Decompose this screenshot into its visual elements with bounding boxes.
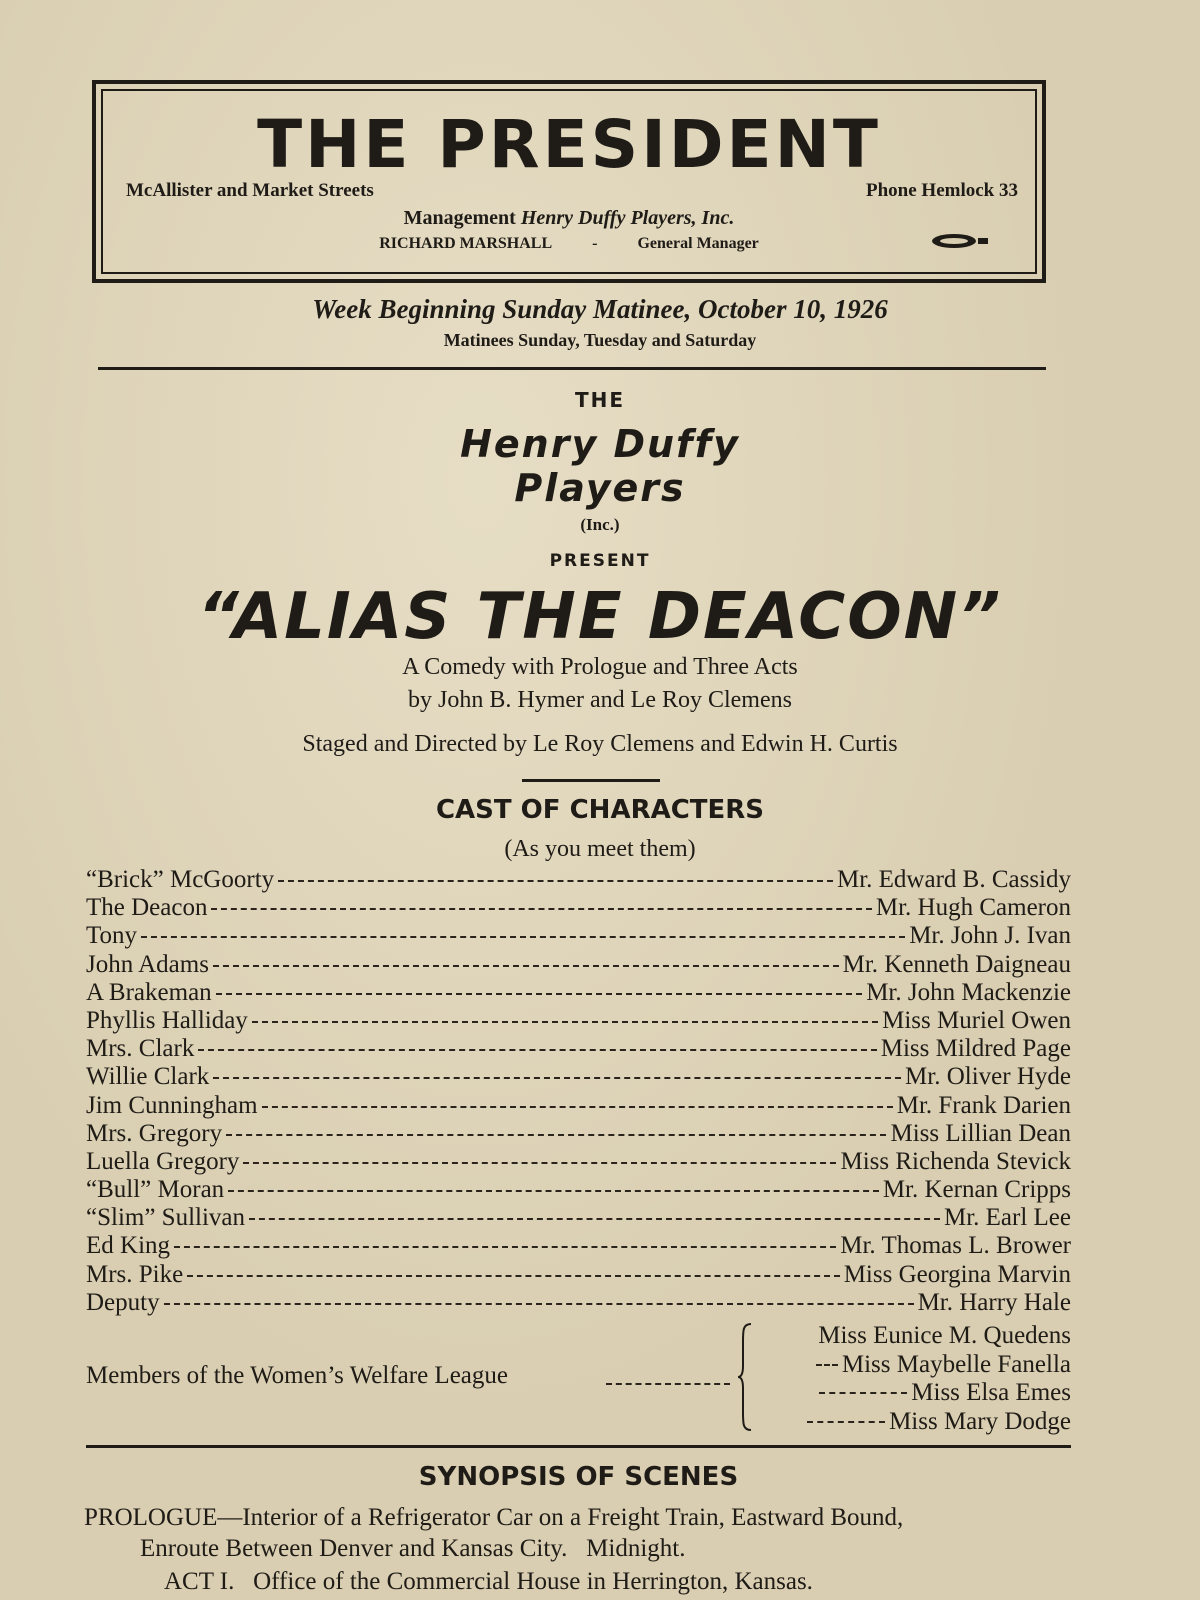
league-actor-row (751, 1408, 1071, 1437)
dotted-leader (226, 1134, 886, 1136)
cast-actor: Mr. John J. Ivan (909, 922, 1071, 950)
cast-role: John Adams (86, 950, 209, 978)
dotted-leader (278, 880, 833, 882)
dotted-leader (211, 908, 871, 910)
general-manager-title: General Manager (637, 235, 759, 252)
dotted-leader (252, 1021, 878, 1023)
cast-actor: Mr. Kernan Cripps (882, 1176, 1071, 1204)
dotted-leader (243, 1162, 836, 1164)
general-manager-line (92, 235, 1046, 253)
play-director: Staged and Directed by Le Roy Clemens and Edwin H. Curtis (302, 731, 898, 757)
league-group (86, 1322, 1071, 1434)
cast-list (86, 866, 1071, 1317)
cast-row (86, 1261, 1071, 1289)
cast-actor: Mr. Oliver Hyde (905, 1063, 1071, 1091)
cast-role: “Brick” McGoorty (86, 866, 275, 893)
cast-actor: Mr. Thomas L. Brower (840, 1232, 1071, 1260)
cast-actor: Mr. Frank Darien (896, 1091, 1071, 1119)
company-name-line2: Players (514, 466, 686, 510)
cast-actor: Mr. Harry Hale (917, 1288, 1071, 1316)
cast-subheading: (As you meet them) (504, 836, 696, 862)
dotted-leader (141, 936, 905, 938)
cast-role: Willie Clark (86, 1063, 210, 1091)
cast-actor: Miss Georgina Marvin (843, 1260, 1071, 1288)
dotted-leader (606, 1383, 730, 1385)
cast-row (86, 922, 1071, 950)
general-manager-separator: - (592, 235, 598, 252)
cast-row (86, 1063, 1071, 1091)
cast-row (86, 1120, 1071, 1148)
cast-row (86, 866, 1071, 894)
cast-row (86, 1007, 1071, 1035)
cast-actor: Miss Lillian Dean (890, 1119, 1071, 1147)
billing-present: PRESENT (549, 551, 651, 571)
cast-actor: Miss Richenda Stevick (840, 1147, 1071, 1175)
cast-role: Mrs. Clark (86, 1035, 195, 1063)
cast-role: The Deacon (86, 894, 208, 922)
general-manager-name: RICHARD MARSHALL (379, 235, 553, 252)
synopsis-prologue-line2: Enroute Between Denver and Kansas City. Midnight. (140, 1535, 686, 1562)
dotted-leader (816, 1364, 838, 1366)
league-actor: Miss Eunice M. Quedens (818, 1322, 1071, 1349)
cast-actor: Mr. Edward B. Cassidy (836, 866, 1071, 893)
cast-role: Ed King (86, 1232, 171, 1260)
dotted-leader (216, 993, 863, 995)
cast-row (86, 1232, 1071, 1260)
cast-row (86, 1176, 1071, 1204)
league-actor-row (751, 1351, 1071, 1380)
cast-actor: Mr. Kenneth Daigneau (842, 950, 1071, 978)
cast-role: Jim Cunningham (86, 1091, 258, 1119)
dotted-leader (187, 1275, 839, 1277)
cast-row (86, 951, 1071, 979)
dotted-leader (228, 1190, 879, 1192)
cast-actor: Mr. John Mackenzie (866, 978, 1071, 1006)
play-genre: A Comedy with Prologue and Three Acts (402, 654, 798, 680)
cast-row (86, 1204, 1071, 1232)
matinee-days: Matinees Sunday, Tuesday and Saturday (443, 330, 757, 350)
management-line (92, 207, 1046, 230)
dotted-leader (807, 1421, 885, 1423)
dotted-leader (262, 1106, 893, 1108)
league-actor: Miss Elsa Emes (911, 1379, 1071, 1406)
dotted-leader (164, 1303, 914, 1305)
cast-row (86, 1289, 1071, 1317)
cast-row (86, 1092, 1071, 1120)
cast-row (86, 979, 1071, 1007)
dotted-leader (213, 1077, 901, 1079)
management-label: Management (403, 207, 516, 229)
dotted-leader (198, 1049, 876, 1051)
cast-role: Mrs. Gregory (86, 1119, 223, 1147)
synopsis-act1: ACT I. Office of the Commercial House in Herrington, Kansas. (164, 1568, 813, 1595)
play-authors: by John B. Hymer and Le Roy Clemens (408, 687, 792, 713)
cast-role: Mrs. Pike (86, 1260, 184, 1288)
week-banner: Week Beginning Sunday Matinee, October 10, 1926 (312, 294, 888, 324)
company-inc: (Inc.) (580, 515, 620, 534)
cast-heading: CAST OF CHARACTERS (435, 795, 765, 825)
league-role: Members of the Women’s Welfare League (86, 1362, 508, 1389)
cast-role: Tony (86, 922, 138, 950)
dotted-leader (213, 965, 839, 967)
dotted-leader (174, 1246, 836, 1248)
cast-actor: Miss Mildred Page (880, 1035, 1071, 1063)
synopsis-heading: SYNOPSIS OF SCENES (418, 1462, 739, 1492)
dotted-leader (819, 1392, 907, 1394)
billing-the: THE (574, 388, 626, 412)
cast-row (86, 1148, 1071, 1176)
play-title: “ALIAS THE DEACON” (197, 580, 1003, 654)
league-actor: Miss Mary Dodge (889, 1407, 1071, 1435)
synopsis-prologue-line1: PROLOGUE—Interior of a Refrigerator Car on a Freight Train, Eastward Bound, (84, 1504, 904, 1531)
theater-phone: Phone Hemlock 33 (866, 180, 1018, 201)
cast-role: “Bull” Moran (86, 1176, 225, 1204)
theater-name: THE PRESIDENT (257, 106, 881, 183)
cast-row (86, 894, 1071, 922)
short-divider (522, 779, 660, 782)
management-company: Henry Duffy Players, Inc. (520, 207, 735, 229)
divider-rule (86, 1445, 1071, 1448)
league-actors (751, 1322, 1071, 1436)
cast-actor: Miss Muriel Owen (882, 1006, 1071, 1034)
dotted-leader (249, 1218, 940, 1220)
league-actor: Miss Maybelle Fanella (841, 1350, 1071, 1378)
theater-address: McAllister and Market Streets (126, 180, 374, 201)
company-name-line1: Henry Duffy (460, 422, 740, 466)
divider-rule (98, 367, 1046, 370)
cast-actor: Mr. Earl Lee (943, 1204, 1071, 1232)
league-actor-row (751, 1379, 1071, 1408)
cast-role: A Brakeman (86, 978, 212, 1006)
cast-row (86, 1035, 1071, 1063)
union-label-icon (930, 230, 990, 252)
cast-actor: Mr. Hugh Cameron (875, 894, 1071, 922)
cast-role: Luella Gregory (86, 1147, 240, 1175)
cast-role: Deputy (86, 1288, 160, 1316)
cast-role: Phyllis Halliday (86, 1006, 248, 1034)
cast-role: “Slim” Sullivan (86, 1204, 246, 1232)
